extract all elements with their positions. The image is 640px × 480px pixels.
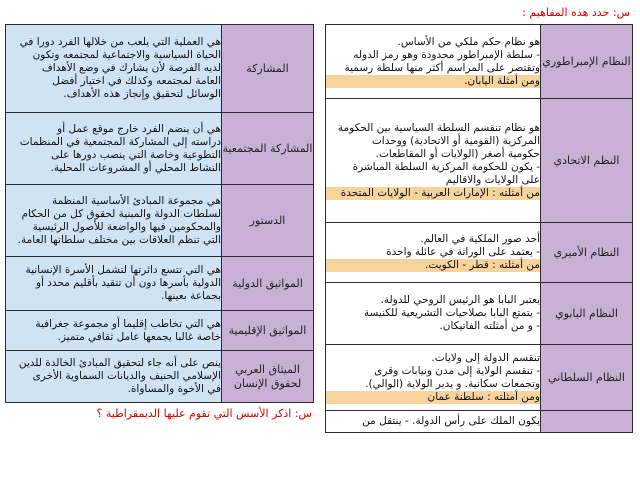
- definition-cell: [6, 257, 222, 311]
- definition-cell: [6, 185, 222, 257]
- definition-line: أحد صور الملكية في العالم.: [420, 233, 540, 245]
- definition-line: التطوعية وخاصة التي ينصب دورها على: [51, 148, 221, 161]
- definition-line: هي التي تخاطب إقليما أو مجموعة جغرافية: [35, 317, 221, 330]
- table-row: [6, 25, 314, 113]
- term-cell: النظام الإمبراطوري: [541, 25, 633, 99]
- table-row: [326, 345, 633, 411]
- table-row: [326, 411, 633, 433]
- definition-cell: [6, 351, 222, 403]
- definition-line: المركزية (القومية أو الاتحادية) ووحدات: [371, 134, 540, 147]
- definition-line: - يكون للحكومة المركزية السلطة المباشرة: [352, 160, 540, 173]
- term-cell: النظام الأميري: [541, 223, 633, 283]
- question-democracy: س: اذكر الأسس التي تقوم عليها الديمقراطية ؟: [96, 407, 312, 420]
- definition-line: ينص على أنه جاء لتحقيق المبادئ الخالدة للدين: [18, 357, 221, 369]
- concepts-table: [5, 24, 314, 403]
- table-row: [6, 257, 314, 311]
- definition-line: النشاط المحلي أو المشروعات المحلية.: [50, 161, 221, 174]
- definition-line: الإسلامي الحنيف والديانات السماوية الأخرى: [32, 370, 221, 382]
- term-cell: المشاركة: [222, 25, 314, 113]
- definition-line: هي أن ينضم الفرد خارج موقع عمل أو: [57, 122, 221, 135]
- definition-line: والمحكومين فيها والواضعة للأصول الرئيسية: [32, 220, 221, 233]
- definition-cell: [6, 311, 222, 351]
- definition-line: - يعتمد على الوراثة في عائلة واحدة: [386, 246, 540, 258]
- definition-line: هو نظام حكم ملكي من الأساس.: [397, 35, 540, 48]
- example-highlight: ومن أمثلة اليابان.: [326, 75, 541, 88]
- definition-line: - سلطة الإمبراطور محدودة وهو رمز الدوله: [353, 48, 540, 61]
- table-row: [6, 113, 314, 185]
- definition-line: يكون الملك على رأس الدولة. - ينتقل من: [362, 415, 540, 427]
- definition-cell: [326, 223, 541, 283]
- definition-cell: [326, 283, 541, 345]
- term-cell: المواثيق الدولية: [222, 257, 314, 311]
- definition-line: في الأخوة والمساواة.: [127, 383, 221, 395]
- systems-table: [325, 24, 633, 433]
- table-row: [6, 185, 314, 257]
- definition-line: يعتبر البابا هو الرئيس الروحي للدولة.: [380, 294, 540, 306]
- definition-line: العامة لمجتمعه وكذلك في اختيار أفضل: [52, 75, 221, 87]
- definition-cell: [326, 99, 541, 223]
- term-cell: النظام البابوي: [541, 283, 633, 345]
- term-cell: الميثاق العربي لحقوق الإنسان: [222, 351, 314, 403]
- term-cell: المواثيق الإقليمية: [222, 311, 314, 351]
- definition-line: الدولية بأسرها دون أن تتقيد بأقليم محدد أو: [35, 277, 221, 289]
- term-cell: الدستور: [222, 185, 314, 257]
- table-row: [326, 99, 633, 223]
- definition-cell: [6, 113, 222, 185]
- definition-line: الوسائل لتحقيق وإنجاز هذه الأهداف.: [63, 88, 221, 100]
- definition-line: وتقتصر على المراسم أكثر منها سلطة رسمية: [344, 61, 540, 74]
- term-cell: النظم الاتحادي: [541, 99, 633, 223]
- term-cell: المشاركة المجتمعية: [222, 113, 314, 185]
- definition-line: وتجمعات سكانية. و يدير الولاية (الوالي).: [365, 377, 540, 390]
- definition-line: لسلطات الدولة والمبنية لحقوق كل من الحكام: [21, 207, 221, 220]
- definition-line: الحياة السياسية والاجتماعية لمجتمعه وتكون: [32, 49, 221, 61]
- definition-line: - تنقسم الولاية إلى مدن ونيابات وقرى: [374, 364, 540, 377]
- definition-line: التي تنظم العلاقات بين مختلف سلطاتها العامة.: [17, 233, 221, 246]
- definition-line: هي التي تتسع دائرتها لتشمل الأسرة الإنسانية: [25, 264, 221, 276]
- definition-line: خاصة غالبا يجمعها عامل ثقافي متميز.: [57, 330, 221, 343]
- definition-cell: [326, 411, 541, 433]
- table-row: [6, 351, 314, 403]
- definition-line: بجماعة بعينها.: [161, 290, 221, 302]
- term-cell: النظام السلطاني: [541, 345, 633, 411]
- definition-line: تنقسم الدولة إلى ولايات.: [431, 351, 540, 364]
- table-row: [326, 283, 633, 345]
- table-row: [326, 25, 633, 99]
- definition-line: - و من أمثلته الفاتيكان.: [439, 320, 540, 332]
- question-title: س: حدد هذه المفاهيم :: [522, 6, 630, 19]
- definition-line: هي العملية التي يلعب من خلالها الفرد دورا في: [19, 36, 221, 48]
- definition-cell: [6, 25, 222, 113]
- table-row: [326, 223, 633, 283]
- definition-cell: [326, 25, 541, 99]
- definition-line: هي مجموعة المبادئ الأساسية المنظمة: [51, 194, 221, 207]
- term-cell: [541, 411, 633, 433]
- definition-line: - يتمتع البابا بصلاحيات التشريعية للكنيسة: [363, 307, 540, 319]
- definition-line: لديه الفرصة لأن يشارك في وضع الأهداف: [41, 62, 221, 74]
- definition-line: دراسته إلى المشاركة المجتمعية في المنظمات: [19, 135, 221, 148]
- table-row: [6, 311, 314, 351]
- example-highlight: ومن أمثلته : سلطنة عمان: [326, 391, 541, 404]
- definition-line: على الولايات والاقاليم: [445, 173, 540, 186]
- definition-cell: [326, 345, 541, 411]
- example-highlight: من أمثلته : قطر - الكويت.: [326, 259, 541, 272]
- definition-line: هو نظام تنقسم السلطة السياسية بين الحكومة: [337, 121, 540, 134]
- example-highlight: من أمثلته : الإمارات العربية - الولايات المتحدة: [326, 187, 541, 200]
- definition-line: حكومية أصغر (الولايات أو المقاطعات.: [375, 147, 540, 160]
